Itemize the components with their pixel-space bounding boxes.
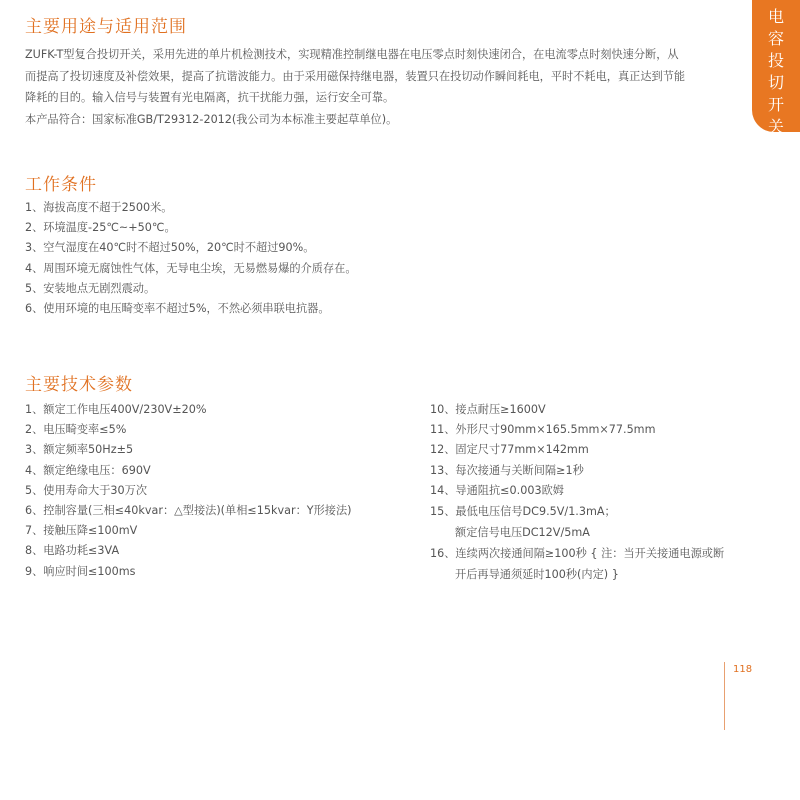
usage-line-3: 降耗的目的。输入信号与装置有光电隔离，抗干扰能力强，运行安全可靠。 (25, 91, 395, 104)
list-item: 3、额定频率50Hz±5 (25, 443, 134, 457)
side-category-tab (752, 0, 800, 136)
list-item: 10、接点耐压≥1600V (430, 403, 546, 416)
usage-line-1: ZUFK-T型复合投切开关，采用先进的单片机检测技术，实现精准控制继电器在电压零点时刻快速闭合，在电流零点时刻快速分断，从 (25, 48, 679, 61)
item-15-line-1: 15、最低电压信号DC9.5V/1.3mA； (430, 504, 616, 518)
page-number-rule (724, 662, 725, 730)
params-list-right (430, 400, 724, 585)
list-item: 4、额定绝缘电压：690V (25, 463, 151, 477)
list-item: 4、周围环境无腐蚀性气体，无导电尘埃，无易燃易爆的介质存在。 (25, 261, 357, 275)
list-item: 14、导通阻抗≤0.003欧姆 (430, 483, 564, 497)
section-title-params: 主要技术参数 (25, 375, 133, 395)
list-item: 7、接触压降≤100mV (25, 524, 138, 538)
list-item: 3、空气湿度在40℃时不超过50%，20℃时不超过90%。 (25, 241, 315, 255)
list-item: 8、电路功耗≤3VA (25, 544, 120, 558)
usage-line-4: 本产品符合：国家标准GB/T29312-2012(我公司为本标准主要起草单位)。 (25, 112, 398, 126)
item-16-line-1: 16、连续两次接通间隔≥100秒 { 注：当开关接通电源或断 (430, 546, 725, 560)
list-item: 5、使用寿命大于30万次 (25, 483, 148, 497)
list-item: 2、电压畸变率≤5% (25, 423, 127, 437)
usage-line-2: 而提高了投切速度及补偿效果，提高了抗谐波能力。由于采用磁保持继电器，装置只在投切动作瞬间耗电，平时不耗电，真正达到节能 (25, 69, 686, 83)
list-item: 6、控制容量(三相≤40kvar：△型接法)(单相≤15kvar：Y形接法) (25, 503, 352, 517)
list-item-16 (430, 543, 724, 585)
side-tab-label: 电容投切开关 (767, 7, 784, 136)
list-item: 12、固定尺寸77mm×142mm (430, 443, 589, 457)
usage-paragraph (25, 44, 745, 130)
list-item: 2、环境温度-25℃~+50℃。 (25, 221, 176, 235)
list-item: 9、响应时间≤100ms (25, 564, 136, 578)
list-item: 1、海拔高度不超于2500米。 (25, 201, 173, 214)
page-number: 118 (733, 664, 753, 675)
list-item-15 (430, 501, 724, 543)
item-15-line-2: 额定信号电压DC12V/5mA (455, 525, 590, 539)
section-title-usage: 主要用途与适用范围 (25, 17, 187, 37)
list-item: 13、每次接通与关断间隔≥1秒 (430, 463, 584, 477)
list-item: 6、使用环境的电压畸变率不超过5%，不然必须串联电抗器。 (25, 301, 330, 315)
params-list-left (25, 400, 352, 582)
list-item: 5、安装地点无剧烈震动。 (25, 281, 156, 295)
item-16-line-2: 开后再导通须延时100秒(内定) } (455, 567, 619, 581)
list-item: 11、外形尺寸90mm×165.5mm×77.5mm (430, 423, 656, 437)
list-item: 1、额定工作电压400V/230V±20% (25, 403, 207, 416)
conditions-list (25, 198, 357, 319)
section-title-conditions: 工作条件 (25, 175, 97, 195)
